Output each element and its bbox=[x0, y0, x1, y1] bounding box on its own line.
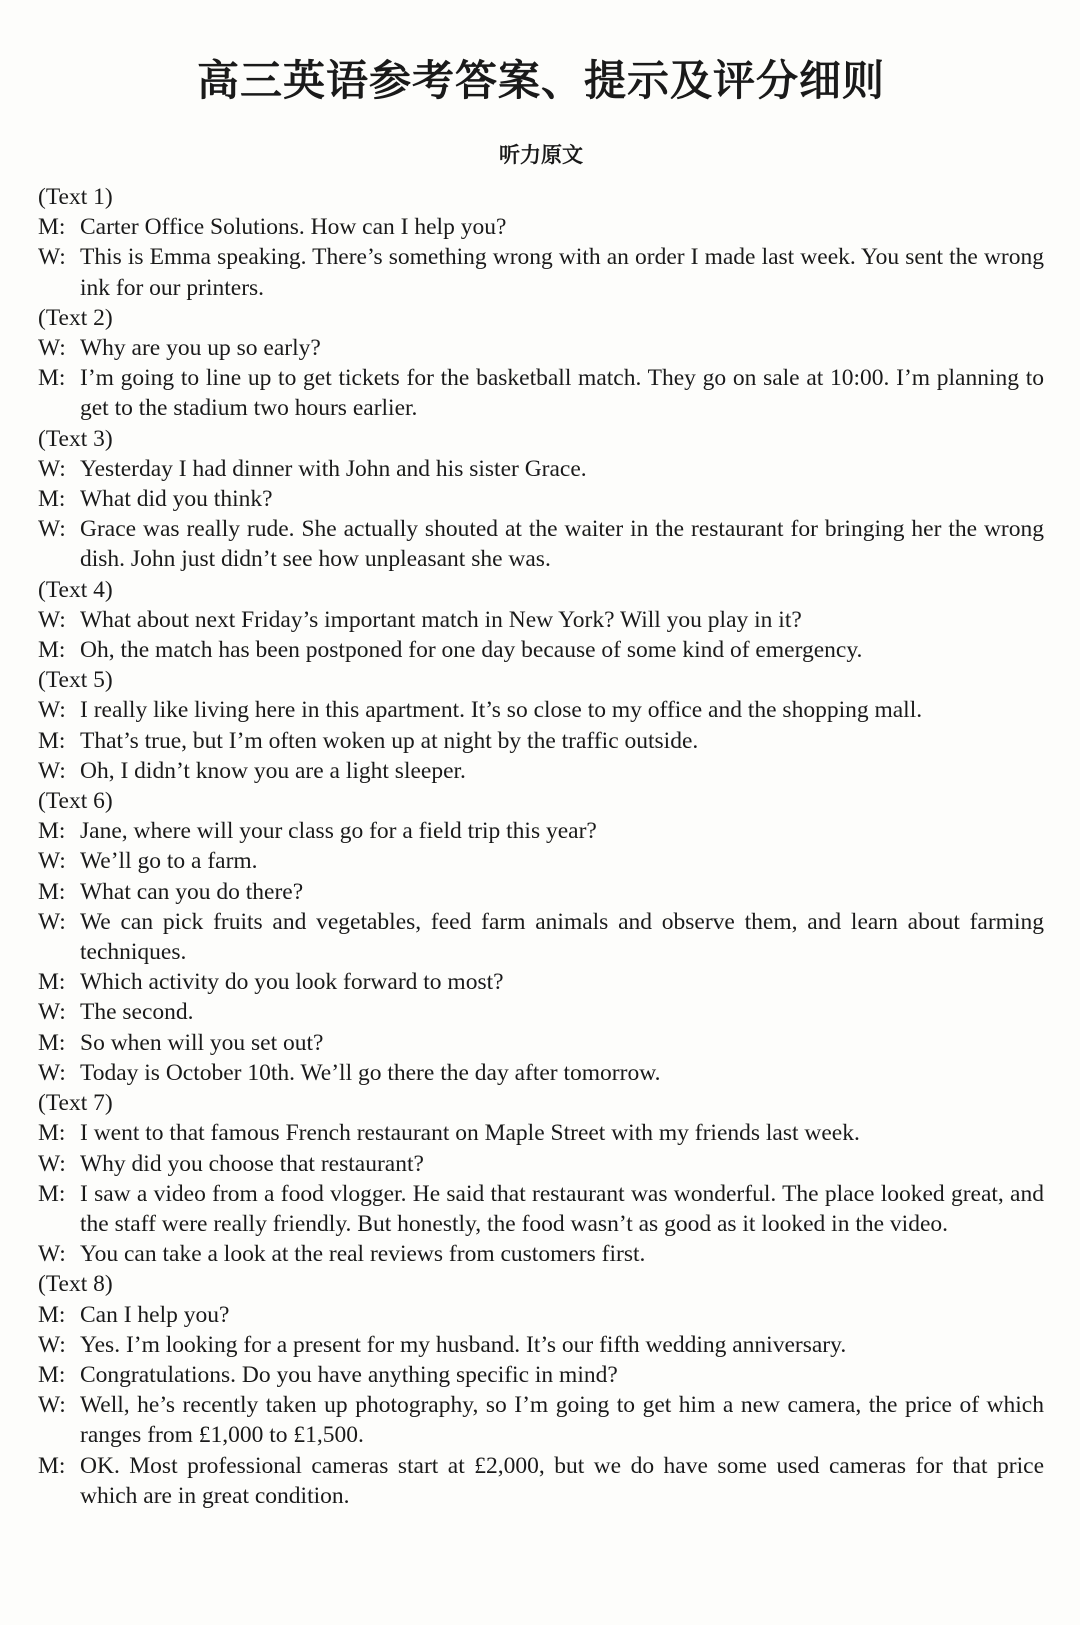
text-label: (Text 6) bbox=[38, 788, 113, 815]
text-section bbox=[38, 575, 1044, 666]
text-section bbox=[38, 303, 1044, 424]
speaker-label: W: bbox=[38, 1059, 66, 1086]
dialogue-line bbox=[38, 635, 1044, 665]
speaker-label: M: bbox=[38, 637, 66, 664]
speaker-label: M: bbox=[38, 727, 66, 754]
text-label: (Text 2) bbox=[38, 304, 113, 331]
speaker-label: W: bbox=[38, 908, 66, 935]
utterance-text: OK. Most professional cameras start at £2,000, but we do have some used cameras for that price which are in great condition. bbox=[80, 1452, 1044, 1509]
dialogue-line bbox=[38, 1179, 1044, 1239]
speaker-label: M: bbox=[38, 878, 66, 905]
utterance-text: Oh, the match has been postponed for one day because of some kind of emergency. bbox=[80, 637, 863, 664]
speaker-label: W: bbox=[38, 516, 66, 543]
speaker-label: M: bbox=[38, 1120, 66, 1147]
utterance-text: Yesterday I had dinner with John and his sister Grace. bbox=[80, 455, 587, 482]
dialogue-line bbox=[38, 212, 1044, 242]
utterance-text: We can pick fruits and vegetables, feed farm animals and observe them, and learn about farming techniques. bbox=[80, 908, 1044, 966]
utterance-text: Can I help you? bbox=[80, 1301, 230, 1328]
dialogue-line bbox=[38, 1058, 1044, 1088]
utterance-text: I went to that famous French restaurant on Maple Street with my friends last week. bbox=[80, 1120, 860, 1147]
dialogue-line bbox=[38, 514, 1044, 574]
speaker-label: W: bbox=[38, 1241, 66, 1268]
dialogue-line bbox=[38, 484, 1044, 514]
dialogue-line bbox=[38, 726, 1044, 756]
utterance-text: Jane, where will your class go for a field trip this year? bbox=[80, 818, 597, 845]
speaker-label: M: bbox=[38, 365, 66, 392]
text-label: (Text 8) bbox=[38, 1271, 113, 1298]
dialogue-line bbox=[38, 1360, 1044, 1390]
speaker-label: M: bbox=[38, 818, 66, 845]
dialogue-line bbox=[38, 877, 1044, 907]
speaker-label: M: bbox=[38, 1301, 66, 1328]
dialogue-line bbox=[38, 1451, 1044, 1511]
utterance-text: So when will you set out? bbox=[80, 1029, 324, 1056]
text-section bbox=[38, 665, 1044, 786]
dialogue-line bbox=[38, 333, 1044, 363]
dialogue-line bbox=[38, 1028, 1044, 1058]
speaker-label: W: bbox=[38, 455, 66, 482]
dialogue-line bbox=[38, 1118, 1044, 1148]
speaker-label: M: bbox=[38, 969, 66, 996]
speaker-label: W: bbox=[38, 999, 66, 1026]
speaker-label: W: bbox=[38, 1150, 66, 1177]
dialogue-line bbox=[38, 846, 1044, 876]
speaker-label: W: bbox=[38, 1392, 66, 1419]
dialogue-line bbox=[38, 1149, 1044, 1179]
speaker-label: M: bbox=[38, 1029, 66, 1056]
utterance-text: We’ll go to a farm. bbox=[80, 848, 258, 875]
dialogue-line bbox=[38, 997, 1044, 1027]
utterance-text: What about next Friday’s important match in New York? Will you play in it? bbox=[80, 606, 802, 633]
dialogue-line bbox=[38, 1300, 1044, 1330]
speaker-label: W: bbox=[38, 335, 66, 362]
page-title: 高三英语参考答案、提示及评分细则 bbox=[196, 56, 885, 105]
text-section bbox=[38, 1269, 1044, 1511]
dialogue-line bbox=[38, 816, 1044, 846]
text-label: (Text 4) bbox=[38, 576, 113, 603]
dialogue-line bbox=[38, 695, 1044, 725]
utterance-text: What did you think? bbox=[80, 486, 273, 513]
text-section bbox=[38, 424, 1044, 575]
utterance-text: The second. bbox=[80, 999, 194, 1026]
speaker-label: W: bbox=[38, 697, 66, 724]
speaker-label: M: bbox=[38, 1452, 66, 1479]
speaker-label: M: bbox=[38, 1180, 66, 1207]
utterance-text: Carter Office Solutions. How can I help you? bbox=[80, 214, 507, 241]
utterance-text: Well, he’s recently taken up photography, so I’m going to get him a new camera, the price of which ranges from £1,000 to £1,500. bbox=[80, 1392, 1044, 1449]
speaker-label: M: bbox=[38, 486, 66, 513]
utterance-text: This is Emma speaking. There’s something wrong with an order I made last week. You sent the wrong ink for our printers. bbox=[80, 244, 1044, 301]
utterance-text: I really like living here in this apartment. It’s so close to my office and the shopping mall. bbox=[80, 697, 923, 724]
utterance-text: Congratulations. Do you have anything specific in mind? bbox=[80, 1361, 618, 1388]
dialogue-line bbox=[38, 1330, 1044, 1360]
text-label: (Text 7) bbox=[38, 1090, 113, 1117]
utterance-text: Oh, I didn’t know you are a light sleeper. bbox=[80, 757, 466, 784]
utterance-text: Why did you choose that restaurant? bbox=[80, 1150, 424, 1177]
transcript-body bbox=[38, 182, 1044, 1511]
dialogue-line bbox=[38, 907, 1044, 967]
text-section bbox=[38, 1088, 1044, 1269]
utterance-text: Grace was really rude. She actually shouted at the waiter in the restaurant for bringing her the wrong dish. John just didn’t see how unpleasant she was. bbox=[80, 516, 1044, 573]
utterance-text: What can you do there? bbox=[80, 878, 304, 905]
dialogue-line bbox=[38, 242, 1044, 302]
utterance-text: Why are you up so early? bbox=[80, 335, 321, 362]
speaker-label: W: bbox=[38, 757, 66, 784]
dialogue-line bbox=[38, 363, 1044, 423]
utterance-text: Which activity do you look forward to most? bbox=[80, 969, 504, 996]
text-label: (Text 1) bbox=[38, 184, 113, 210]
text-section bbox=[38, 182, 1044, 303]
speaker-label: W: bbox=[38, 606, 66, 633]
dialogue-line bbox=[38, 1239, 1044, 1269]
utterance-text: Yes. I’m looking for a present for my husband. It’s our fifth wedding anniversary. bbox=[80, 1331, 847, 1358]
utterance-text: I’m going to line up to get tickets for the basketball match. They go on sale at 10:00. I’m planning to get to the stadium two hours earlier. bbox=[80, 365, 1044, 422]
dialogue-line bbox=[38, 1390, 1044, 1450]
utterance-text: Today is October 10th. We’ll go there the day after tomorrow. bbox=[80, 1059, 661, 1086]
text-section bbox=[38, 786, 1044, 1088]
dialogue-line bbox=[38, 454, 1044, 484]
text-label: (Text 3) bbox=[38, 425, 113, 452]
section-heading: 听力原文 bbox=[499, 143, 583, 167]
utterance-text: That’s true, but I’m often woken up at night by the traffic outside. bbox=[80, 727, 699, 754]
speaker-label: M: bbox=[38, 214, 66, 241]
speaker-label: W: bbox=[38, 848, 66, 875]
speaker-label: M: bbox=[38, 1361, 66, 1388]
speaker-label: W: bbox=[38, 1331, 66, 1358]
utterance-text: You can take a look at the real reviews from customers first. bbox=[80, 1241, 646, 1268]
utterance-text: I saw a video from a food vlogger. He said that restaurant was wonderful. The place looked great, and the staff were really friendly. But honestly, the food wasn’t as good as it looked in the video. bbox=[80, 1180, 1044, 1237]
text-label: (Text 5) bbox=[38, 667, 113, 694]
dialogue-line bbox=[38, 605, 1044, 635]
dialogue-line bbox=[38, 967, 1044, 997]
speaker-label: W: bbox=[38, 244, 66, 271]
dialogue-line bbox=[38, 756, 1044, 786]
